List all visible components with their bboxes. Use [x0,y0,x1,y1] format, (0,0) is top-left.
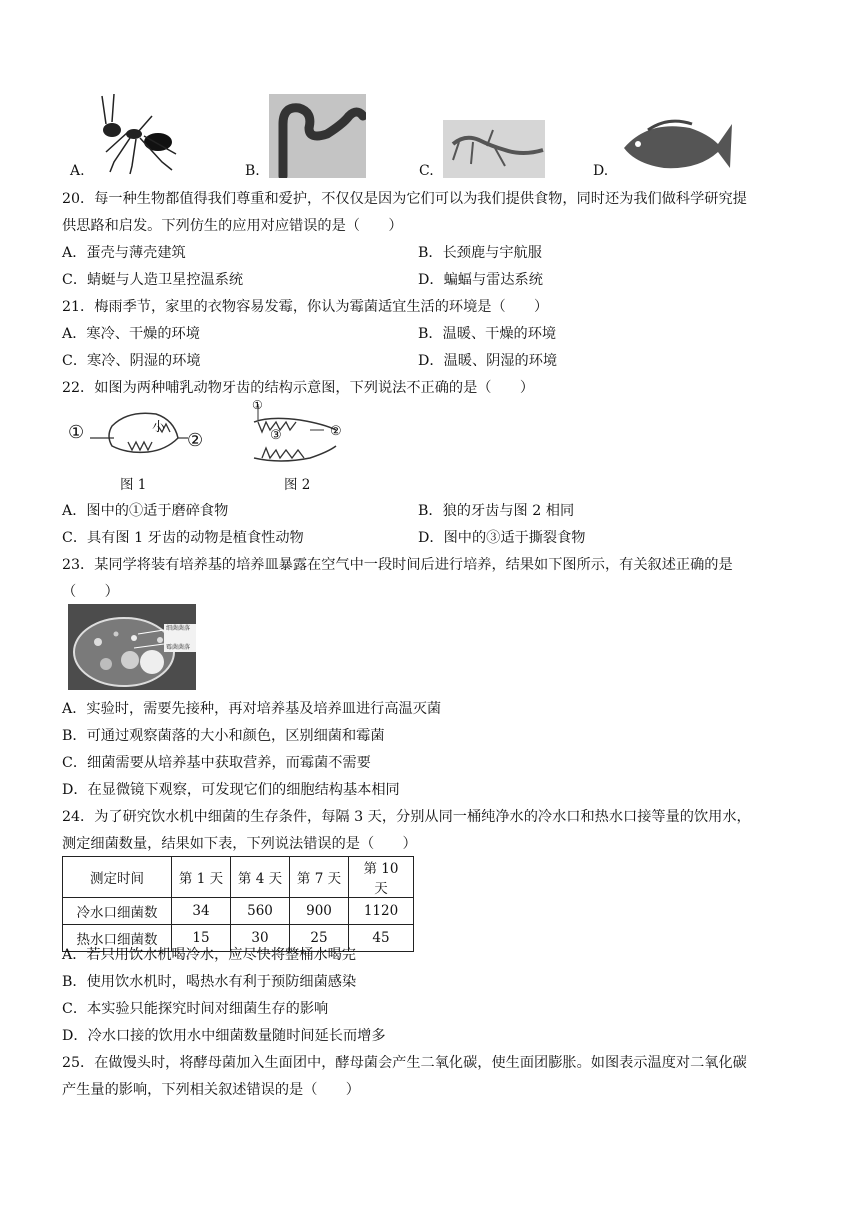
q24-option-a: A．若只用饮水机喝冷水，应尽快将整桶水喝完 [62,947,356,963]
q23-option-c: C．细菌需要从培养基中获取营养，而霉菌不需要 [62,755,371,771]
q25-stem-line-1: 25．在做馒头时，将酵母菌加入生面团中，酵母菌会产生二氧化碳，使生面团膨胀。如图表示温度对二氧化碳 [62,1055,747,1071]
q22-option-b: B．狼的牙齿与图 2 相同 [418,503,575,519]
table-cell: 15 [172,925,231,952]
table-header-cell: 第 10 天 [349,857,414,898]
q23-option-b: B．可通过观察菌落的大小和颜色，区别细菌和霉菌 [62,728,385,744]
table-cell: 1120 [349,898,414,925]
q24-option-b: B．使用饮水机时，喝热水有利于预防细菌感染 [62,974,357,990]
table-cell: 900 [290,898,349,925]
fig2-mark-1: ① [252,398,263,412]
fig1-mark-3: 小 [152,420,166,435]
fish-image [618,114,736,178]
q21-option-b: B．温暖、干燥的环境 [418,326,557,342]
q20-option-d: D．蝙蝠与雷达系统 [418,272,543,288]
q20-option-b: B．长颈鹿与宇航服 [418,245,542,261]
ant-image [92,92,184,178]
teeth-figure-1 [68,404,204,470]
table-cell: 25 [290,925,349,952]
q22-stem: 22．如图为两种哺乳动物牙齿的结构示意图，下列说法不正确的是（ ） [62,380,535,396]
q24-option-c: C．本实验只能探究时间对细菌生存的影响 [62,1001,329,1017]
q20-stem-line-2: 供思路和启发。下列仿生的应用对应错误的是（ ） [62,218,403,234]
q25-stem-line-2: 产生量的影响，下列相关叙述错误的是（ ） [62,1082,360,1098]
q20-option-a: A．蛋壳与薄壳建筑 [62,245,186,261]
table-cell: 34 [172,898,231,925]
q23-option-a: A．实验时，需要先接种，再对培养基及培养皿进行高温灭菌 [62,701,442,717]
q21-stem: 21．梅雨季节，家里的衣物容易发霉，你认为霉菌适宜生活的环境是（ ） [62,299,549,315]
table-cell: 30 [231,925,290,952]
lizard-image [443,120,545,178]
q21-option-d: D．温暖、阴湿的环境 [418,353,558,369]
q22-option-c: C．具有图 1 牙齿的动物是植食性动物 [62,530,304,546]
bacteria-count-table [62,856,414,952]
table-cell: 45 [349,925,414,952]
q20-stem-line-1: 20．每一种生物都值得我们尊重和爱护，不仅仅是因为它们可以为我们提供食物，同时还为我们做科学研究提 [62,191,747,207]
option-label-b: B. [245,163,260,179]
option-label-a: A. [70,163,85,179]
table-cell: 560 [231,898,290,925]
q23-stem-line-1: 23．某同学将装有培养基的培养皿暴露在空气中一段时间后进行培养，结果如下图所示，有关叙述正确的是 [62,557,733,573]
table-header-row [63,857,414,898]
table-header-cell: 测定时间 [63,857,172,898]
q24-stem-line-1: 24．为了研究饮水机中细菌的生存条件，每隔 3 天，分别从同一桶纯净水的冷水口和热水口接等量的饮用水， [62,809,751,825]
q21-option-c: C．寒冷、阴湿的环境 [62,353,201,369]
table-cell: 冷水口细菌数 [63,898,172,925]
fig1-mark-1: ① [68,422,85,443]
q24-option-d: D．冷水口接的饮用水中细菌数量随时间延长而增多 [62,1028,386,1044]
dish-label-mold: 霉菌菌落 [166,644,191,651]
dish-label-bacteria: 细菌菌落 [166,625,191,632]
fig2-mark-2: ② [330,424,342,439]
q21-option-a: A．寒冷、干燥的环境 [62,326,200,342]
table-header-cell: 第 1 天 [172,857,231,898]
table-header-cell: 第 4 天 [231,857,290,898]
fig2-mark-3: ③ [270,428,282,443]
figure-1-caption: 图 1 [120,477,147,493]
q22-option-a: A．图中的①适于磨碎食物 [62,503,229,519]
q20-option-c: C．蜻蜓与人造卫星控温系统 [62,272,244,288]
q22-option-d: D．图中的③适于撕裂食物 [418,530,586,546]
table-cell: 热水口细菌数 [63,925,172,952]
option-label-c: C. [419,163,434,179]
fig1-mark-2: ② [187,430,204,451]
worm-image [269,94,366,178]
q24-stem-line-2: 测定细菌数量，结果如下表，下列说法错误的是（ ） [62,836,417,852]
option-label-d: D. [593,163,609,179]
table-row [63,898,414,925]
q23-option-d: D．在显微镜下观察，可发现它们的细胞结构基本相同 [62,782,400,798]
table-header-cell: 第 7 天 [290,857,349,898]
figure-2-caption: 图 2 [284,477,311,493]
q23-stem-line-2: （ ） [62,584,119,600]
